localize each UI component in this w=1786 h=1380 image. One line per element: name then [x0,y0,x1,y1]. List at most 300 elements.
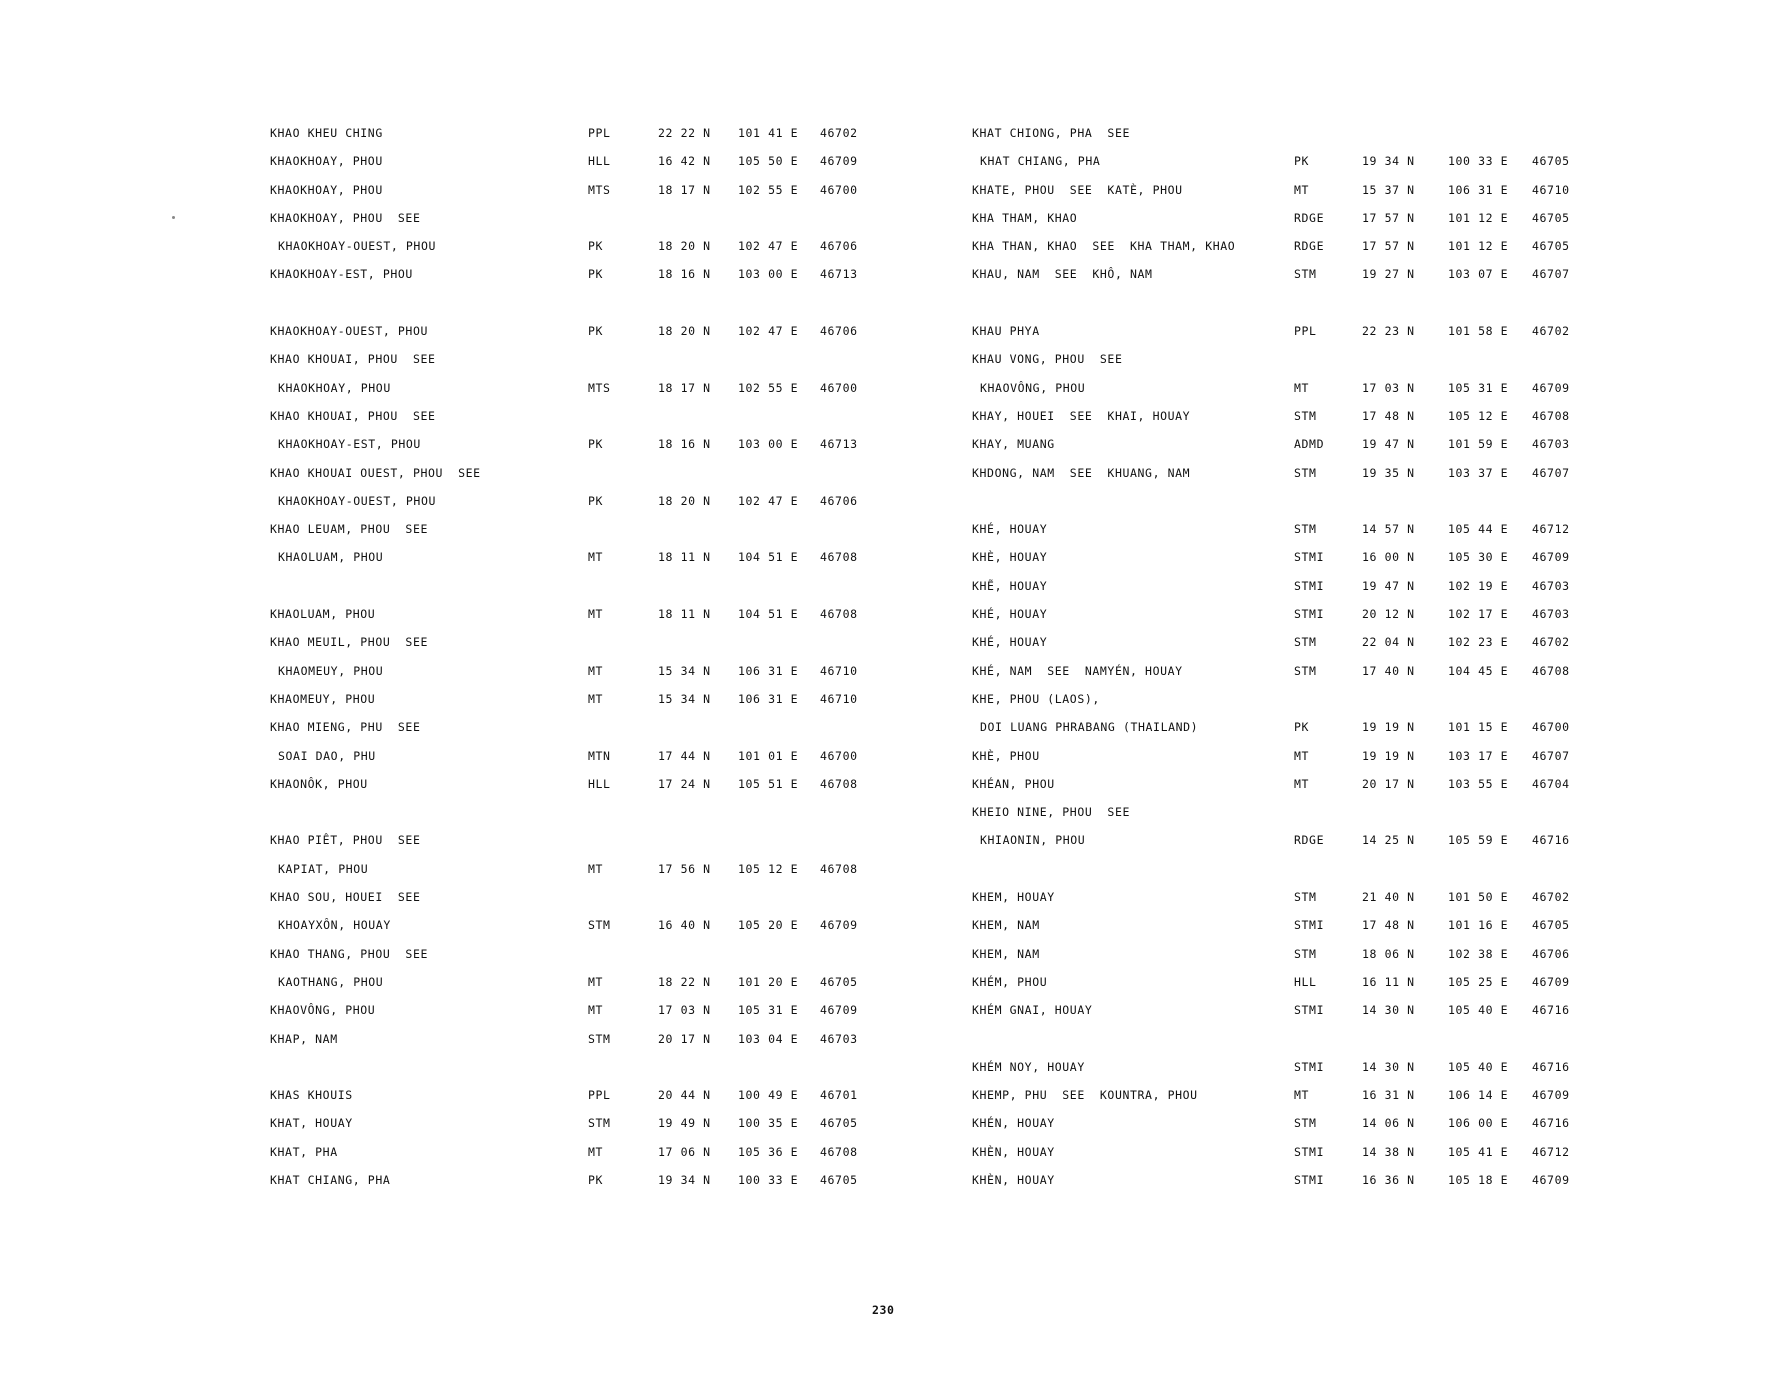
place-name: KHAONÔK, PHOU [270,776,368,791]
gazetteer-entry [270,437,890,465]
place-name: KHÉ, NAM SEE NAMYÉN, HOUAY [972,663,1183,678]
map-sheet-number: 46706 [820,239,858,254]
longitude: 104 51 E [738,550,799,565]
longitude: 105 20 E [738,918,799,933]
gazetteer-entry [972,522,1592,550]
latitude: 16 40 N [658,918,711,933]
place-name: KHÉM NOY, HOUAY [972,1059,1085,1074]
latitude: 17 03 N [1362,380,1415,395]
longitude: 100 33 E [1448,154,1509,169]
gazetteer-entry [972,1032,1592,1060]
place-name: KHAP, NAM [270,1031,338,1046]
feature-code: STMI [1294,1059,1325,1074]
map-sheet-number: 46716 [1532,1059,1570,1074]
feature-code: MT [588,691,604,706]
latitude: 15 34 N [658,663,711,678]
longitude: 105 12 E [1448,408,1509,423]
feature-code: STM [1294,663,1317,678]
place-name: KHÈ, HOUAY [972,550,1048,565]
place-name: KHAO KHOUAI, PHOU SEE [270,352,436,367]
feature-code: HLL [588,154,611,169]
feature-code: MTN [588,748,611,763]
latitude: 18 16 N [658,437,711,452]
gazetteer-entry [270,183,890,211]
map-sheet-number: 46703 [1532,607,1570,622]
place-name: KHÉM, PHOU [972,974,1048,989]
place-name: KHEM, HOUAY [972,890,1055,905]
latitude: 14 38 N [1362,1144,1415,1159]
map-sheet-number: 46716 [1532,1116,1570,1131]
place-name: KHAO SOU, HOUEI SEE [270,890,421,905]
longitude: 101 12 E [1448,239,1509,254]
place-name: KHEM, NAM [972,946,1040,961]
gazetteer-entry [270,267,890,295]
place-name: KHAOKHOAY-EST, PHOU [278,437,421,452]
gazetteer-entry [972,267,1592,295]
feature-code: STMI [1294,607,1325,622]
gazetteer-entry [972,154,1592,182]
map-sheet-number: 46705 [820,1116,858,1131]
feature-code: HLL [588,776,611,791]
place-name: KHAT CHIONG, PHA SEE [972,126,1130,140]
gazetteer-entry [270,126,890,154]
gazetteer-entry [972,918,1592,946]
map-sheet-number: 46706 [820,493,858,508]
latitude: 19 35 N [1362,465,1415,480]
latitude: 19 49 N [658,1116,711,1131]
gazetteer-entry [972,126,1592,154]
latitude: 21 40 N [1362,890,1415,905]
latitude: 15 34 N [658,691,711,706]
place-name: DOI LUANG PHRABANG (THAILAND) [980,720,1199,735]
latitude: 19 27 N [1362,267,1415,282]
gazetteer-entry [270,692,890,720]
place-name: KHA THAM, KHAO [972,210,1078,225]
place-name: KHAS KHOUIS [270,1088,353,1103]
feature-code: STM [588,1031,611,1046]
place-name: KHÈN, HOUAY [972,1144,1055,1159]
map-sheet-number: 46708 [820,607,858,622]
longitude: 102 47 E [738,239,799,254]
map-sheet-number: 46708 [820,1144,858,1159]
map-sheet-number: 46709 [1532,1088,1570,1103]
feature-code: STMI [1294,1003,1325,1018]
feature-code: STM [1294,267,1317,282]
map-sheet-number: 46707 [1532,465,1570,480]
gazetteer-entry [270,833,890,861]
right-column [972,126,1592,1201]
latitude: 20 44 N [658,1088,711,1103]
longitude: 101 50 E [1448,890,1509,905]
longitude: 103 00 E [738,267,799,282]
latitude: 20 12 N [1362,607,1415,622]
gazetteer-entry [972,550,1592,578]
latitude: 17 24 N [658,776,711,791]
gazetteer-entry [972,890,1592,918]
longitude: 101 15 E [1448,720,1509,735]
gazetteer-entry [270,466,890,494]
feature-code: RDGE [1294,833,1325,848]
latitude: 17 44 N [658,748,711,763]
gazetteer-entry [972,607,1592,635]
gazetteer-entry [270,635,890,663]
gazetteer-entry [972,1116,1592,1144]
map-sheet-number: 46706 [820,324,858,339]
map-sheet-number: 46705 [1532,239,1570,254]
map-sheet-number: 46716 [1532,833,1570,848]
map-sheet-number: 46713 [820,437,858,452]
map-sheet-number: 46700 [820,748,858,763]
map-sheet-number: 46703 [820,1031,858,1046]
gazetteer-entry [270,918,890,946]
gazetteer-entry [270,1060,890,1088]
feature-code: MT [588,550,604,565]
gazetteer-entry [270,1003,890,1031]
gazetteer-entry [270,239,890,267]
gazetteer-entry [270,890,890,918]
feature-code: MT [588,607,604,622]
map-sheet-number: 46708 [1532,408,1570,423]
feature-code: PK [588,493,604,508]
latitude: 17 57 N [1362,210,1415,225]
latitude: 15 37 N [1362,182,1415,197]
map-sheet-number: 46702 [1532,324,1570,339]
feature-code: PK [588,267,604,282]
place-name: KHAU PHYA [972,324,1040,339]
feature-code: STMI [1294,918,1325,933]
place-name: KHE, PHOU (LAOS), [972,691,1100,706]
place-name: KHAOLUAM, PHOU [278,550,384,565]
gazetteer-entry [972,635,1592,663]
gazetteer-entry [972,579,1592,607]
latitude: 22 04 N [1362,635,1415,650]
feature-code: PK [1294,720,1310,735]
place-name: KHÉM GNAI, HOUAY [972,1003,1093,1018]
feature-code: STM [1294,408,1317,423]
longitude: 101 12 E [1448,210,1509,225]
latitude: 14 30 N [1362,1003,1415,1018]
longitude: 106 00 E [1448,1116,1509,1131]
gazetteer-entry [270,947,890,975]
latitude: 18 11 N [658,550,711,565]
gazetteer-entry [270,862,890,890]
longitude: 105 18 E [1448,1172,1509,1187]
gazetteer-entry [270,409,890,437]
longitude: 102 17 E [1448,607,1509,622]
gazetteer-entry [972,833,1592,861]
place-name: KHAY, MUANG [972,437,1055,452]
latitude: 17 48 N [1362,408,1415,423]
gazetteer-entry [972,805,1592,833]
longitude: 105 59 E [1448,833,1509,848]
map-sheet-number: 46705 [820,974,858,989]
gazetteer-entry [972,239,1592,267]
latitude: 18 17 N [658,182,711,197]
longitude: 106 31 E [738,691,799,706]
feature-code: PK [588,1172,604,1187]
gazetteer-entry [270,777,890,805]
latitude: 16 31 N [1362,1088,1415,1103]
gazetteer-entry [972,324,1592,352]
map-sheet-number: 46709 [820,154,858,169]
longitude: 102 55 E [738,182,799,197]
map-sheet-number: 46703 [1532,578,1570,593]
latitude: 19 19 N [1362,748,1415,763]
page-number: 230 [872,1303,895,1317]
feature-code: MT [588,1144,604,1159]
place-name: KHAOKHOAY, PHOU [270,154,383,169]
map-sheet-number: 46710 [820,691,858,706]
longitude: 105 30 E [1448,550,1509,565]
longitude: 105 25 E [1448,974,1509,989]
latitude: 18 22 N [658,974,711,989]
place-name: KHAU VONG, PHOU SEE [972,352,1123,367]
longitude: 102 55 E [738,380,799,395]
place-name: KHAO PIÊT, PHOU SEE [270,833,421,848]
longitude: 105 31 E [1448,380,1509,395]
longitude: 105 36 E [738,1144,799,1159]
gazetteer-entry [270,1116,890,1144]
feature-code: STM [1294,635,1317,650]
map-sheet-number: 46709 [820,1003,858,1018]
feature-code: RDGE [1294,210,1325,225]
gazetteer-entry [270,607,890,635]
gazetteer-entry [972,1088,1592,1116]
longitude: 106 31 E [738,663,799,678]
map-sheet-number: 46705 [1532,918,1570,933]
place-name: KHAO THANG, PHOU SEE [270,946,428,961]
place-name: KHEIO NINE, PHOU SEE [972,805,1130,820]
gazetteer-entry [270,550,890,578]
latitude: 18 20 N [658,239,711,254]
map-sheet-number: 46705 [1532,210,1570,225]
gazetteer-entry [972,211,1592,239]
feature-code: STMI [1294,1144,1325,1159]
map-sheet-number: 46707 [1532,267,1570,282]
place-name: KHEMP, PHU SEE KOUNTRA, PHOU [972,1088,1198,1103]
longitude: 103 07 E [1448,267,1509,282]
gazetteer-entry [270,522,890,550]
map-sheet-number: 46705 [820,1172,858,1187]
latitude: 16 42 N [658,154,711,169]
longitude: 100 33 E [738,1172,799,1187]
map-sheet-number: 46700 [820,182,858,197]
place-name: KHÉAN, PHOU [972,776,1055,791]
gazetteer-entry [270,749,890,777]
place-name: KHAOKHOAY-OUEST, PHOU [270,324,428,339]
feature-code: MTS [588,182,611,197]
map-sheet-number: 46702 [820,126,858,140]
latitude: 17 06 N [658,1144,711,1159]
longitude: 101 59 E [1448,437,1509,452]
place-name: KHẼ, HOUAY [972,578,1048,593]
feature-code: PK [588,324,604,339]
feature-code: STMI [1294,1172,1325,1187]
gazetteer-entry [270,1145,890,1173]
longitude: 105 40 E [1448,1059,1509,1074]
latitude: 18 20 N [658,493,711,508]
longitude: 102 19 E [1448,578,1509,593]
longitude: 101 16 E [1448,918,1509,933]
map-sheet-number: 46703 [1532,437,1570,452]
gazetteer-entry [270,352,890,380]
gazetteer-entry [972,1003,1592,1031]
feature-code: STM [1294,522,1317,537]
place-name: KHAOVÔNG, PHOU [270,1003,376,1018]
map-sheet-number: 46701 [820,1088,858,1103]
place-name: KHAU, NAM SEE KHÔ, NAM [972,267,1153,282]
place-name: KHAOKHOAY, PHOU SEE [270,210,421,225]
map-sheet-number: 46704 [1532,776,1570,791]
place-name: KHAO KHOUAI, PHOU SEE [270,408,436,423]
map-sheet-number: 46710 [820,663,858,678]
longitude: 102 47 E [738,324,799,339]
latitude: 18 06 N [1362,946,1415,961]
longitude: 105 12 E [738,861,799,876]
longitude: 103 04 E [738,1031,799,1046]
longitude: 105 41 E [1448,1144,1509,1159]
map-sheet-number: 46709 [1532,974,1570,989]
place-name: KAPIAT, PHOU [278,861,369,876]
map-sheet-number: 46706 [1532,946,1570,961]
place-name: KHAOVÔNG, PHOU [980,380,1086,395]
gazetteer-entry [270,664,890,692]
gazetteer-entry [972,749,1592,777]
feature-code: STMI [1294,550,1325,565]
gazetteer-entry [270,1088,890,1116]
feature-code: PPL [588,126,611,140]
feature-code: MT [588,974,604,989]
feature-code: PK [588,239,604,254]
feature-code: MT [588,1003,604,1018]
gazetteer-entry [972,720,1592,748]
place-name: KHAOMEUY, PHOU [278,663,384,678]
gazetteer-entry [972,352,1592,380]
latitude: 19 34 N [1362,154,1415,169]
gazetteer-entry [270,324,890,352]
place-name: KHAOKHOAY, PHOU [278,380,391,395]
place-name: KHÉN, HOUAY [972,1116,1055,1131]
feature-code: ADMD [1294,437,1325,452]
latitude: 19 19 N [1362,720,1415,735]
latitude: 18 11 N [658,607,711,622]
latitude: 18 16 N [658,267,711,282]
longitude: 102 47 E [738,493,799,508]
place-name: KAOTHANG, PHOU [278,974,384,989]
longitude: 101 01 E [738,748,799,763]
map-sheet-number: 46710 [1532,182,1570,197]
latitude: 16 00 N [1362,550,1415,565]
feature-code: PPL [1294,324,1317,339]
latitude: 19 47 N [1362,578,1415,593]
feature-code: STM [588,918,611,933]
longitude: 101 41 E [738,126,799,140]
gazetteer-entry [270,211,890,239]
gazetteer-entry [972,183,1592,211]
place-name: KHAOKHOAY-OUEST, PHOU [278,239,436,254]
gazetteer-entry [270,154,890,182]
feature-code: MT [588,861,604,876]
place-name: KHAOKHOAY, PHOU [270,182,383,197]
latitude: 19 34 N [658,1172,711,1187]
map-sheet-number: 46709 [1532,1172,1570,1187]
gazetteer-entry [972,692,1592,720]
latitude: 22 22 N [658,126,711,140]
longitude: 105 44 E [1448,522,1509,537]
feature-code: RDGE [1294,239,1325,254]
feature-code: HLL [1294,974,1317,989]
feature-code: PK [588,437,604,452]
latitude: 17 03 N [658,1003,711,1018]
place-name: KHAOMEUY, PHOU [270,691,376,706]
longitude: 100 49 E [738,1088,799,1103]
place-name: KHATE, PHOU SEE KATÈ, PHOU [972,182,1183,197]
gazetteer-entry [270,975,890,1003]
gazetteer-entry [270,579,890,607]
place-name: KHDONG, NAM SEE KHUANG, NAM [972,465,1191,480]
longitude: 100 35 E [738,1116,799,1131]
map-sheet-number: 46708 [820,776,858,791]
gazetteer-entry [972,1060,1592,1088]
place-name: KHA THAN, KHAO SEE KHA THAM, KHAO [972,239,1236,254]
feature-code: MT [1294,380,1310,395]
latitude: 17 56 N [658,861,711,876]
longitude: 104 45 E [1448,663,1509,678]
map-sheet-number: 46707 [1532,748,1570,763]
scan-speck [172,216,175,219]
latitude: 16 11 N [1362,974,1415,989]
feature-code: MT [1294,182,1310,197]
place-name: KHEM, NAM [972,918,1040,933]
longitude: 105 31 E [738,1003,799,1018]
latitude: 20 17 N [658,1031,711,1046]
place-name: KHÈ, PHOU [972,748,1040,763]
longitude: 105 51 E [738,776,799,791]
feature-code: MT [1294,1088,1310,1103]
map-sheet-number: 46708 [820,861,858,876]
latitude: 14 57 N [1362,522,1415,537]
place-name: KHAO MIENG, PHU SEE [270,720,421,735]
longitude: 101 20 E [738,974,799,989]
gazetteer-entry [270,1032,890,1060]
latitude: 14 25 N [1362,833,1415,848]
place-name: SOAI DAO, PHU [278,748,376,763]
feature-code: STM [588,1116,611,1131]
map-sheet-number: 46708 [1532,663,1570,678]
map-sheet-number: 46709 [820,918,858,933]
place-name: KHAOKHOAY-EST, PHOU [270,267,413,282]
gazetteer-entry [972,381,1592,409]
place-name: KHAT CHIANG, PHA [270,1172,391,1187]
gazetteer-entry [270,494,890,522]
left-column [270,126,890,1201]
gazetteer-entry [972,947,1592,975]
latitude: 17 57 N [1362,239,1415,254]
map-sheet-number: 46712 [1532,522,1570,537]
map-sheet-number: 46702 [1532,890,1570,905]
map-sheet-number: 46705 [1532,154,1570,169]
gazetteer-entry [270,296,890,324]
gazetteer-entry [972,862,1592,890]
feature-code: MT [588,663,604,678]
feature-code: MT [1294,776,1310,791]
feature-code: STM [1294,946,1317,961]
feature-code: STMI [1294,578,1325,593]
feature-code: MTS [588,380,611,395]
gazetteer-entry [972,494,1592,522]
longitude: 106 31 E [1448,182,1509,197]
map-sheet-number: 46708 [820,550,858,565]
